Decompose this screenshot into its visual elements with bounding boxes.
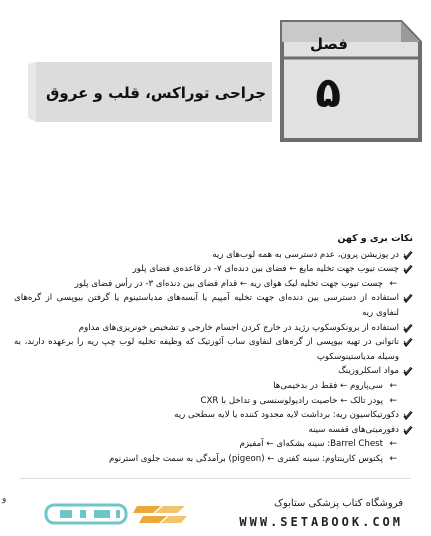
chapter-label: فصل [310, 35, 348, 53]
arrow-bullet-icon: ← [389, 439, 397, 450]
bullet-list [14, 248, 413, 467]
list-item-text: سی‌پاروم ← فقط در بدخیمی‌ها [273, 380, 383, 391]
list-item [14, 291, 413, 320]
list-item-text: پودر تالک ← خاصیت رادیولوسنسی و تداخل با CXR [200, 395, 383, 406]
list-item [14, 321, 413, 336]
list-item [14, 379, 413, 394]
store-url[interactable]: WWW.SETABOOK.COM [239, 515, 403, 529]
list-item [14, 335, 413, 364]
list-item [14, 408, 413, 423]
list-item [14, 277, 413, 292]
check-list-icon [403, 294, 413, 303]
check-list-icon [403, 251, 413, 260]
section-heading: نکات بری و کهن [337, 233, 413, 244]
chapter-banner [0, 0, 431, 150]
arrow-bullet-icon: ← [389, 278, 397, 289]
list-item-text: دفورمیتی‌های قفسه سینه [308, 424, 399, 435]
setabook-logo-icon [133, 500, 187, 530]
list-item-text: در پوزیشن پرون، عدم دسترسی به همه لوب‌های ریه [212, 249, 399, 260]
list-item [14, 452, 413, 467]
list-item-text: پکتوس کارینتاوم: سینه کفتری ← (pigeon) برآمدگی به سمت جلوی استرنوم [109, 453, 383, 464]
divider [20, 478, 411, 479]
list-item [14, 394, 413, 409]
list-item [14, 437, 413, 452]
arrow-bullet-icon: ← [389, 380, 397, 391]
store-name: فروشگاه کتاب پزشکی ستابوک [274, 498, 403, 509]
list-item-text: استفاده از برونکوسکوپ رژید در خارج کردن اجسام خارجی و تشخیص خونریزی‌های مداوم [78, 322, 399, 333]
check-list-icon [403, 338, 413, 347]
list-item-text: چست تیوب جهت تخلیه لیک هوای ریه ← قدام فضای بین دنده‌ای ۳- در رأس فضای پلور [74, 278, 383, 289]
list-item-text: چست تیوب جهت تخلیه مایع ← فضای بین دنده‌ای ۷- در قاعده‌ی فضای پلور [132, 264, 399, 275]
list-item-text: مواد اسکلروزینگ [338, 366, 399, 377]
list-item-text: استفاده از دسترسی بین دنده‌ای جهت تخلیه آمپیم یا آبسه‌های مدیاستینوم یا گرفتن بیوپسی از گره‌های لنفاوی ریه [14, 293, 399, 318]
check-list-icon [403, 324, 413, 333]
list-item [14, 262, 413, 277]
list-item [14, 248, 413, 263]
chapter-number: ۵ [315, 68, 341, 117]
list-item [14, 423, 413, 438]
stray-char: و [2, 494, 7, 504]
check-list-icon [403, 426, 413, 435]
check-list-icon [403, 411, 413, 420]
list-item [14, 364, 413, 379]
setabook-wordmark-icon [42, 501, 132, 529]
arrow-bullet-icon: ← [389, 453, 397, 464]
check-list-icon [403, 265, 413, 274]
list-item-text: Barrel Chest: سینه بشکه‌ای ← آمفیزم [239, 439, 383, 450]
chapter-title: جراحی توراکس، قلب و عروق [46, 84, 267, 102]
chapter-content [14, 232, 413, 467]
list-item-text: دکورتیکاسیون ریه: برداشت لایه محدود کننده یا لایه سطحی ریه [174, 410, 399, 421]
check-list-icon [403, 367, 413, 376]
list-item-text: ناتوانی در تهیه بیوپسی از گره‌های لنفاوی ساب آئورتیک که وظیفه تخلیه لوب چپ ریه را برعهده دارند، به وسیله مدیاستینوسکوپ [14, 337, 399, 362]
arrow-bullet-icon: ← [389, 395, 397, 406]
